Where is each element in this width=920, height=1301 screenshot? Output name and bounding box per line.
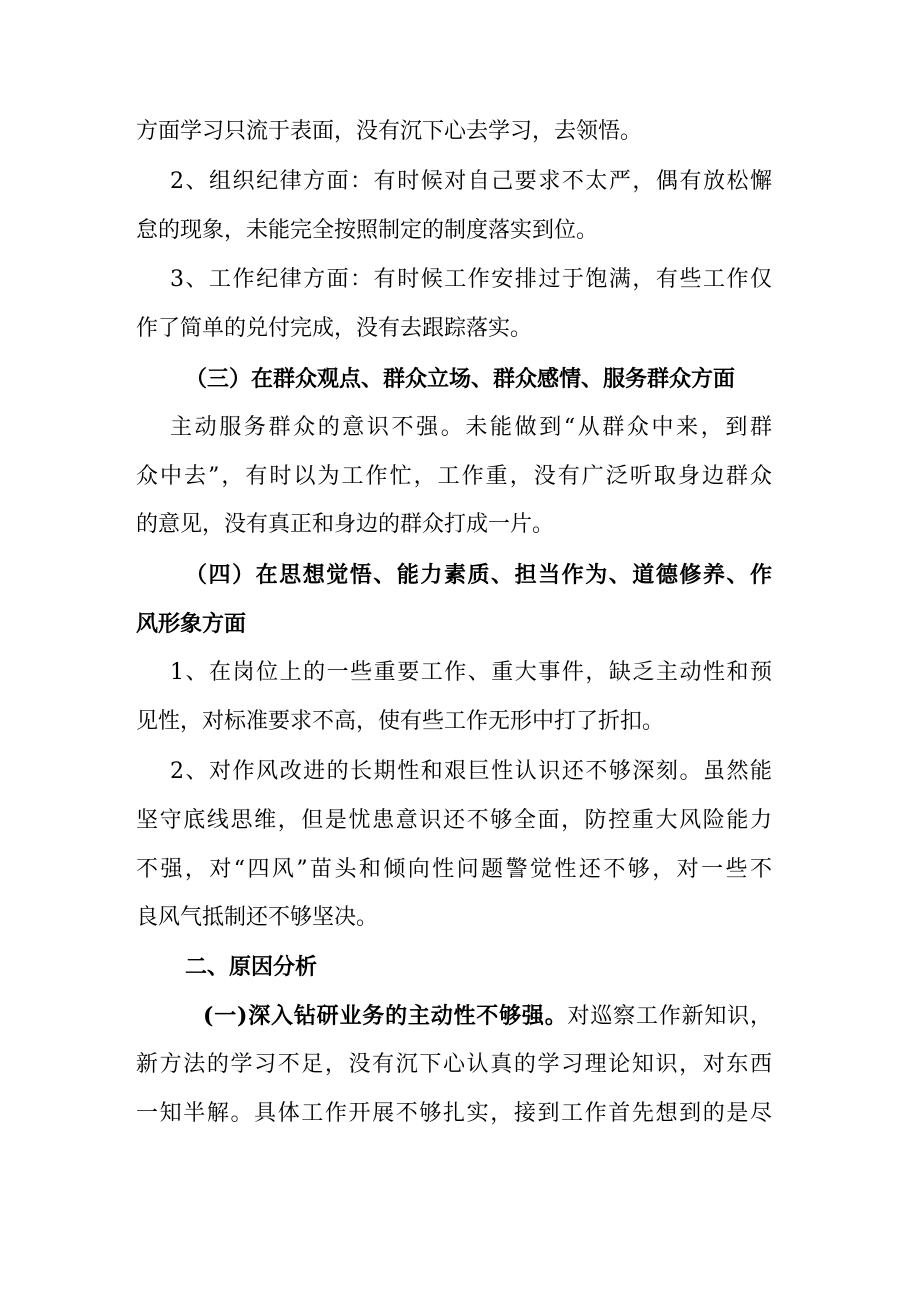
- cause-heading-bold: (一)深入钻研业务的主动性不够强。: [203, 1003, 568, 1029]
- section-heading-cause-analysis: 二、原因分析: [185, 954, 318, 980]
- section-heading-3: （三）在群众观点、群众立场、群众感情、服务群众方面: [185, 366, 736, 392]
- paragraph-line: 坚守底线思维，但是忧患意识还不够全面，防控重大风险能力: [136, 808, 772, 833]
- paragraph-line: 新方法的学习不足，没有沉下心认真的学习理论知识，对东西: [136, 1052, 772, 1077]
- cause-heading-rest: 对巡察工作新知识，: [567, 1004, 772, 1029]
- paragraph-line: 3、工作纪律方面：有时候工作安排过于饱满，有些工作仅: [170, 267, 772, 292]
- section-heading-4: （四）在思想觉悟、能力素质、担当作为、道德修养、作: [185, 562, 772, 588]
- paragraph-line: 的意见，没有真正和身边的群众打成一片。: [136, 512, 555, 537]
- section-heading-4-cont: 风形象方面: [136, 611, 247, 637]
- paragraph-line: 主动服务群众的意识不强。未能做到“从群众中来，到群: [170, 415, 772, 440]
- paragraph-line: 2、组织纪律方面：有时候对自己要求不太严，偶有放松懈: [170, 169, 772, 194]
- paragraph-line: 不强，对“四风”苗头和倾向性问题警觉性还不够，对一些不: [136, 857, 772, 882]
- paragraph-line: 众中去”，有时以为工作忙，工作重，没有广泛听取身边群众: [136, 464, 772, 489]
- paragraph-line: 良风气抵制还不够坚决。: [136, 905, 379, 930]
- paragraph-line: 见性，对标准要求不高，使有些工作无形中打了折扣。: [136, 709, 665, 734]
- paragraph-line: 方面学习只流于表面，没有沉下心去学习，去领悟。: [136, 119, 643, 144]
- cause-heading-line: [203, 1001, 772, 1032]
- paragraph-line: 2、对作风改进的长期性和艰巨性认识还不够深刻。虽然能: [170, 759, 772, 784]
- paragraph-line: 作了简单的兑付完成，没有去跟踪落实。: [136, 316, 533, 341]
- paragraph-line: 1、在岗位上的一些重要工作、重大事件，缺乏主动性和预: [170, 660, 772, 685]
- paragraph-line: 怠的现象，未能完全按照制定的制度落实到位。: [136, 218, 599, 243]
- paragraph-line: 一知半解。具体工作开展不够扎实，接到工作首先想到的是尽: [136, 1101, 772, 1126]
